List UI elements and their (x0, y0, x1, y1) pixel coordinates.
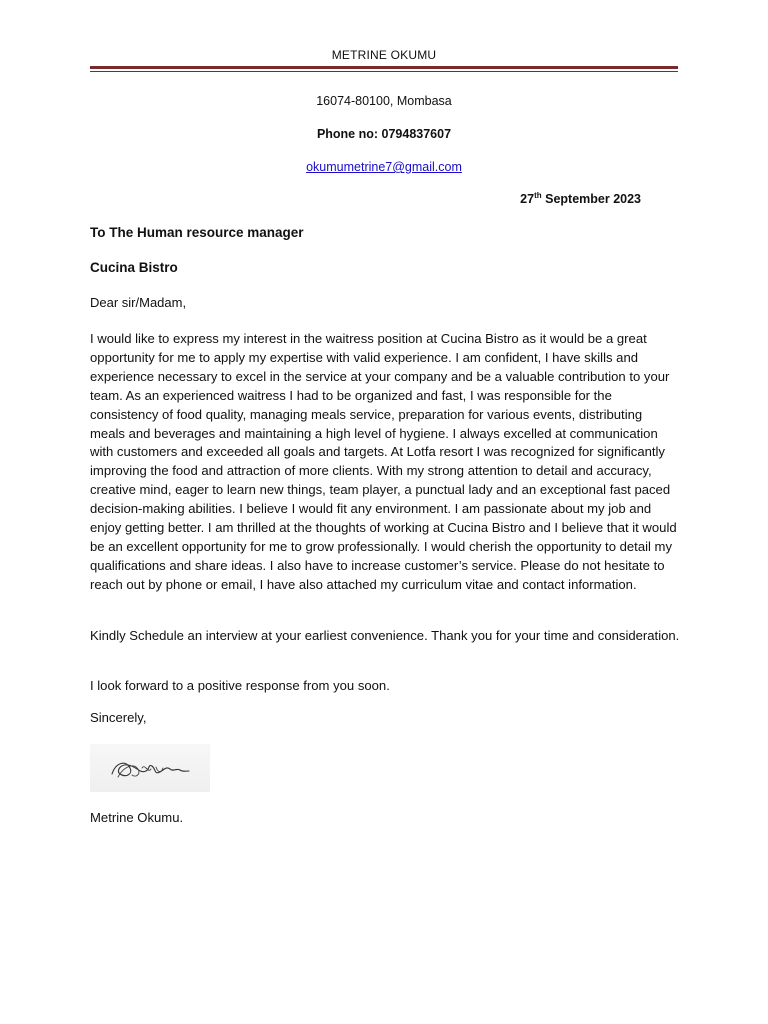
handwritten-signature-image (90, 744, 210, 792)
sender-email-link[interactable]: okumumetrine7@gmail.com (306, 160, 462, 174)
signature-scribble (90, 744, 210, 792)
header-rule-thick (90, 66, 678, 69)
closing-request-paragraph: Kindly Schedule an interview at your earliest convenience. Thank you for your time and consideration. (90, 628, 680, 643)
sender-address: 16074-80100, Mombasa (316, 94, 452, 108)
letter-body-paragraph: I would like to express my interest in the waitress position at Cucina Bistro as it would be a great opportunity for me to apply my expertise with valid experience. I am confident, I have skills and experience necessary to excel in the service at your company and be a valuable contribution to your team. As an experienced waitress I had to be organized and fast, I was responsible for the consistency of food quality, managing meals service, preparation for various events, distributing meals and beverages and maintaining a high level of hygiene. I always excelled at communication with customers and exceeded all goals and targets. At Lotfa resort I was recognized for significantly improving the food and attraction of more clients. With my strong attention to detail and accuracy, creative mind, eager to learn new things, team player, a punctual lady and an exceptional fast paced decision-making abilities. I believe I would fit any environment. I am passionate about my job and enjoy getting better. I am thrilled at the thoughts of working at Cucina Bistro and I believe that it would be an excellent opportunity for me to grow professionally. I would cherish the opportunity to detail my qualifications and share ideas. I also have to increase customer’s service. Please do not hesitate to reach out by phone or email, I have also attached my curriculum vitae and contact information. (90, 331, 677, 592)
date-day: 27 (520, 192, 535, 206)
look-forward-line: I look forward to a positive response from you soon. (90, 678, 390, 693)
signoff: Sincerely, (90, 710, 147, 725)
email-wrapper (90, 160, 678, 174)
date-rest: September 2023 (541, 192, 641, 206)
signer-name: Metrine Okumu. (90, 810, 184, 825)
sender-name-header: METRINE OKUMU (331, 48, 437, 62)
sender-phone: Phone no: 0794837607 (316, 127, 452, 141)
header-rule-thin (90, 71, 678, 72)
date-suffix: th (534, 190, 542, 200)
recipient-company: Cucina Bistro (90, 260, 178, 275)
recipient-title: To The Human resource manager (90, 225, 304, 240)
letter-date (520, 192, 641, 206)
salutation: Dear sir/Madam, (90, 295, 187, 310)
